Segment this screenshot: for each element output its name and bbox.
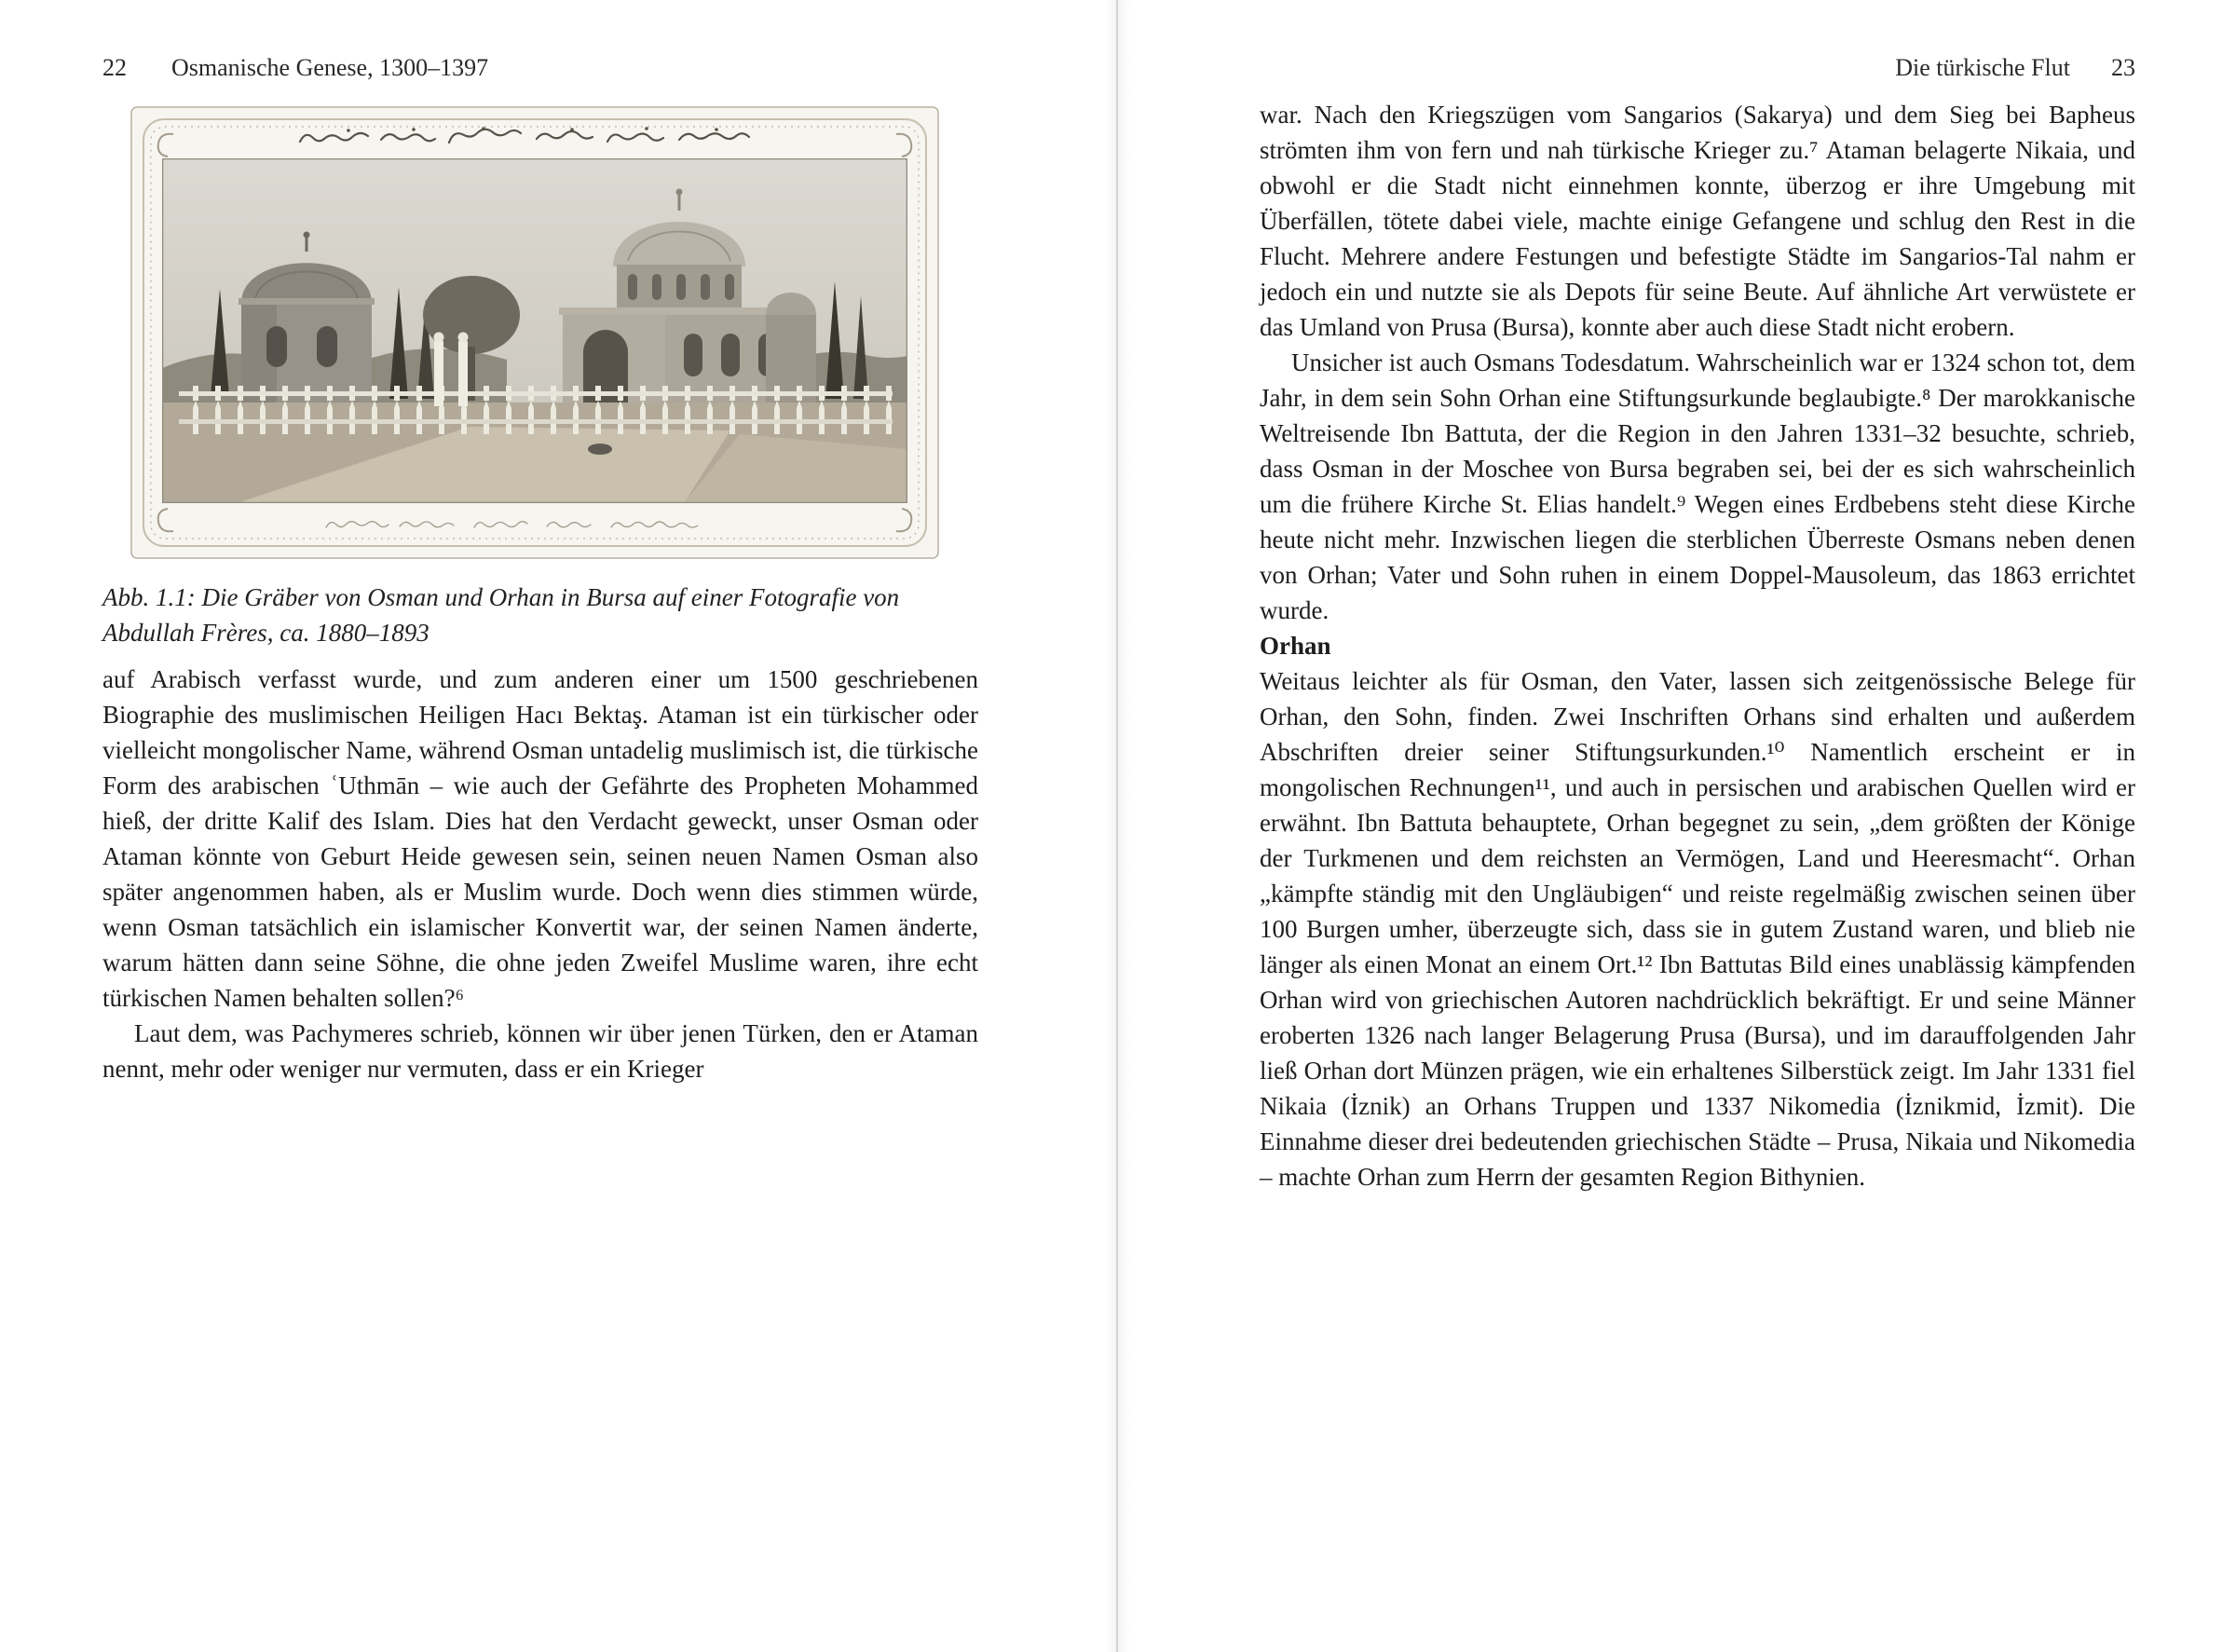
- running-head-left: [102, 54, 488, 82]
- section-heading-orhan: Orhan: [1260, 632, 1331, 660]
- paragraph: Laut dem, was Pachymeres schrieb, können wir über jenen Türken, den er Ataman nennt, mehr oder weniger nur vermuten, dass er ein Krieger: [102, 1019, 978, 1083]
- paragraph: Unsicher ist auch Osmans Todesdatum. Wahrscheinlich war er 1324 schon tot, dem Jahr, in dem sein Sohn Orhan eine Stiftungsurkunde beglaubigte.⁸ Der marokkanische Weltreisende Ibn Battuta, der die Region in den Jahren 1331–32 besuchte, schrieb, dass Osman in der Moschee von Bursa begraben sei, bei der es sich wahrscheinlich um die frühere Kirche St. Elias handelt.⁹ Wegen eines Erdbebens steht diese Kirche heute nicht mehr. Inzwischen liegen die sterblichen Überreste Osmans neben denen von Orhan; Vater und Sohn ruhen in einem Doppel-Mausoleum, das 1863 errichtet wurde.: [1260, 348, 2135, 624]
- small-animal: [588, 444, 612, 455]
- tomb-photograph: [162, 158, 907, 503]
- paragraph: Weitaus leichter als für Osman, den Vater, lassen sich zeitgenössische Belege für Orhan, den Sohn, finden. Zwei Inschriften Orhans sind erhalten und außerdem Abschriften dreier seiner Stiftungsurkunden.¹⁰ Namentlich erscheint er in mongolischen Rechnungen¹¹, und auch in persischen und arabischen Quellen wird er erwähnt. Ibn Battuta behauptete, Orhan begegnet zu sein, „dem größten der Könige der Turkmenen und dem reichsten an Vermögen, Land und Heeresmacht“. Orhan „kämpfte ständig mit den Ungläubigen“ und reiste regelmäßig zwischen seinen über 100 Burgen umher, überzeugte sich, dass sie in gutem Zustand waren, und blieb nie länger als einen Monat an einem Ort.¹² Ibn Battutas Bild eines unablässig kämpfenden Orhan wird von griechischen Autoren nachdrücklich bekräftigt. Er und seine Männer eroberten 1326 nach langer Belagerung Prusa (Bursa), und im darauffolgenden Jahr ließ Orhan dort Münzen prägen, wie ein erhaltenes Silberstück zeigt. Im Jahr 1331 fiel Nikaia (İznik) an Orhans Truppen und 1337 Nikomedia (İznikmid, İzmit). Die Einnahme dieser drei bedeutenden griechischen Städte – Prusa, Nikaia und Nikomedia – machte Orhan zum Herrn der gesamten Region Bithynien.: [1260, 667, 2135, 1191]
- right-body-text: [1260, 97, 2135, 1195]
- page-number-right: 23: [2111, 54, 2135, 81]
- page-number-left: 22: [102, 54, 127, 81]
- running-title-left: Osmanische Genese, 1300–1397: [171, 54, 489, 81]
- handwritten-caption: [320, 511, 749, 537]
- arabic-inscription: [293, 121, 777, 155]
- figure-caption: Abb. 1.1: Die Gräber von Osman und Orhan in Bursa auf einer Fotografie von Abdullah Frères, ca. 1880–1893: [102, 583, 900, 647]
- paragraph: war. Nach den Kriegszügen vom Sangarios (Sakarya) und dem Sieg bei Bapheus strömten ihm von fern und nah türkische Krieger zu.⁷ Ataman belagerte Nikaia, und obwohl er die Stadt nicht einnehmen konnte, überzog er ihre Umgebung mit Überfällen, tötete dabei viele, machte einige Gefangene und schlug den Rest in die Flucht. Mehrere andere Festungen und befestigte Städte im Sangarios-Tal nahm er jedoch ein und nutzte sie als Depots für seine Beute. Auf ähnliche Art verwüstete er das Umland von Prusa (Bursa), konnte aber auch diese Stadt nicht erobern.: [1260, 101, 2135, 341]
- gutter-shading: [1105, 0, 1131, 1652]
- running-title-right: Die türkische Flut: [1895, 54, 2070, 81]
- left-body-text: [102, 662, 978, 1086]
- figure-frame: [130, 106, 939, 559]
- running-head-right: [1895, 54, 2135, 82]
- paragraph: auf Arabisch verfasst wurde, und zum anderen einer um 1500 geschriebenen Biographie des muslimischen Heiligen Hacı Bektaş. Ataman ist ein türkischer oder vielleicht mongolischer Name, während Osman untadelig muslimisch ist, die türkische Form des arabischen ʿUthmān – wie auch der Gefährte des Propheten Mohammed hieß, der dritte Kalif des Islam. Dies hat den Verdacht geweckt, unser Osman oder Ataman könnte von Geburt Heide gewesen sein, seinen neuen Namen Osman also später angenommen haben, als er Muslim wurde. Doch wenn dies stimmen würde, wenn Osman tatsächlich ein islamischer Konvertit war, der seinen Namen änderte, warum hätten dann seine Söhne, die ohne jeden Zweifel Muslime waren, ihre echt türkischen Namen behalten sollen?⁶: [102, 665, 978, 1012]
- gutter-divider: [1116, 0, 1118, 1652]
